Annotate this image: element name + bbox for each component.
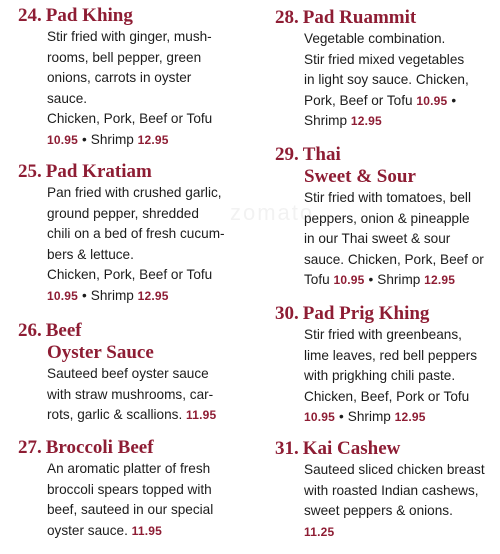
item-title — [275, 7, 497, 29]
menu-item-24 — [18, 5, 246, 150]
price-standard: 10.95 — [47, 288, 79, 303]
menu-item-26 — [18, 320, 246, 426]
description-line: broccoli spears topped with — [47, 481, 212, 497]
description-line: onions, carrots in oyster — [47, 70, 192, 85]
description-line: in light soy sauce. Chicken, — [304, 72, 469, 87]
description-line: Chicken, Pork, Beef or Tofu — [47, 267, 213, 282]
menu-item-29 — [275, 144, 497, 291]
price-line — [304, 111, 497, 132]
item-name: Pad Kratiam — [45, 161, 152, 182]
description-line: bers & lettuce. — [47, 246, 134, 262]
price-line — [47, 405, 246, 426]
price-shrimp: 12.95 — [394, 410, 426, 424]
item-name: Broccoli Beef — [45, 437, 154, 458]
description-line: Vegetable combination. — [304, 31, 446, 46]
price-standard: 10.95 — [47, 132, 79, 147]
price-shrimp: 12.95 — [424, 273, 456, 287]
item-number: 29. — [275, 144, 299, 165]
item-description — [275, 188, 497, 291]
item-name: Thai — [302, 144, 341, 165]
description-line: Tofu — [304, 272, 330, 287]
description-line: Chicken, Beef, Pork or Tofu — [304, 388, 470, 404]
shrimp-label: Shrimp — [90, 131, 134, 147]
item-number: 31. — [275, 438, 299, 459]
shrimp-label: Shrimp — [347, 409, 391, 424]
item-description — [18, 459, 246, 541]
menu-item-28 — [275, 7, 497, 132]
bullet: • — [451, 92, 457, 108]
item-title — [18, 161, 246, 183]
menu-item-31 — [275, 438, 497, 542]
item-description — [275, 460, 497, 542]
description-line: Stir fried with tomatoes, bell — [304, 190, 471, 205]
description-line: Stir fried with ginger, mush- — [47, 29, 212, 44]
description-line: chili on a bed of fresh cucum- — [47, 226, 225, 241]
item-title — [275, 438, 497, 460]
item-title — [275, 144, 497, 166]
shrimp-label: Shrimp — [90, 287, 134, 303]
price-line — [47, 286, 246, 307]
description-line: sauce. Chicken, Pork, Beef or — [304, 251, 484, 267]
description-line: lime leaves, red bell peppers — [304, 347, 478, 363]
price-line — [304, 407, 497, 428]
price-standard: 11.95 — [186, 408, 217, 422]
shrimp-label: Shrimp — [377, 272, 421, 287]
price-standard: 11.25 — [304, 524, 335, 539]
item-title — [275, 303, 497, 325]
description-line: in our Thai sweet & sour — [304, 231, 451, 246]
item-description — [275, 29, 497, 132]
item-name: Kai Cashew — [302, 438, 401, 459]
item-number: 26. — [18, 320, 42, 341]
price-line — [304, 270, 497, 291]
bullet: • — [368, 272, 374, 287]
item-number: 28. — [275, 7, 299, 28]
price-standard: 10.95 — [416, 93, 448, 108]
description-line: Stir fried mixed vegetables — [304, 51, 465, 67]
item-description — [18, 183, 246, 306]
price-shrimp: 12.95 — [137, 288, 169, 303]
item-name: Pad Khing — [45, 5, 133, 26]
item-name: Beef — [45, 320, 82, 341]
price-line — [47, 130, 246, 151]
item-number: 24. — [18, 5, 42, 26]
price-shrimp: 12.95 — [137, 132, 169, 147]
item-title-line-2: Sweet & Sour — [304, 166, 416, 187]
description-line: Stir fried with greenbeans, — [304, 327, 462, 342]
item-title — [18, 5, 246, 27]
item-title-line-2: Oyster Sauce — [47, 342, 154, 363]
item-number: 30. — [275, 303, 299, 324]
bullet: • — [82, 131, 87, 147]
price-standard: 10.95 — [304, 410, 336, 424]
item-name: Pad Ruammit — [302, 7, 417, 28]
price-line — [47, 521, 246, 542]
item-number: 25. — [18, 161, 42, 182]
description-line: rooms, bell pepper, green — [47, 49, 202, 65]
description-line: sweet peppers & onions. — [304, 503, 453, 518]
description-line: ground pepper, shredded — [47, 205, 199, 221]
bullet: • — [82, 287, 87, 303]
price-standard: 10.95 — [333, 273, 365, 287]
item-description — [18, 364, 246, 426]
watermark: zomato — [230, 200, 315, 225]
price-standard: 11.95 — [131, 523, 163, 538]
price-line — [304, 91, 497, 112]
description-line: oyster sauce. — [47, 522, 128, 538]
description-line: Sauteed beef oyster sauce — [47, 366, 209, 381]
menu-item-27 — [18, 437, 246, 541]
item-title — [18, 437, 246, 459]
description-line: rots, garlic & scallions. — [47, 407, 183, 422]
menu-item-25 — [18, 161, 246, 306]
menu-item-30 — [275, 303, 497, 428]
description-line: sauce. — [47, 90, 88, 106]
item-title — [18, 320, 246, 342]
description-line: Pan fried with crushed garlic, — [47, 185, 222, 200]
item-name: Pad Prig Khing — [302, 303, 430, 324]
item-number: 27. — [18, 437, 42, 458]
item-description — [275, 325, 497, 428]
description-line: Chicken, Pork, Beef or Tofu — [47, 111, 213, 126]
description-line: An aromatic platter of fresh — [47, 461, 211, 476]
price-line — [304, 522, 497, 543]
description-line: with prigkhing chili paste. — [304, 368, 456, 383]
description-line: peppers, onion & pineapple — [304, 210, 470, 226]
description-line: beef, sauteed in our special — [47, 502, 214, 517]
description-line: Sauteed sliced chicken breast — [304, 462, 485, 477]
bullet: • — [339, 409, 344, 424]
item-description — [18, 27, 246, 150]
description-line: with roasted Indian cashews, — [304, 482, 479, 498]
price-shrimp: 12.95 — [350, 114, 382, 128]
description-line: with straw mushrooms, car- — [47, 386, 214, 402]
description-line: Pork, Beef or Tofu — [304, 92, 413, 108]
shrimp-label: Shrimp — [304, 113, 348, 128]
